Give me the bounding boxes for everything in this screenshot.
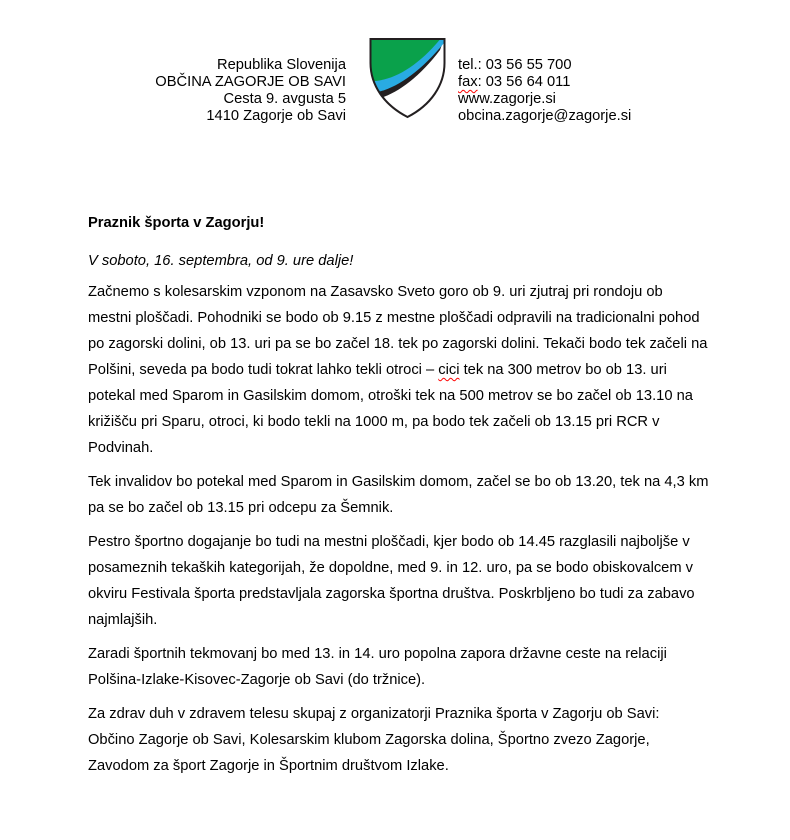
misspelled-word-fax: fax [458, 74, 478, 90]
org-address-block [90, 57, 346, 125]
paragraph-1 [88, 279, 710, 461]
website-line: www.zagorje.si [458, 91, 556, 107]
fax-line [458, 74, 631, 91]
misspelled-word-cici: cici [438, 362, 460, 378]
org-line-name: OBČINA ZAGORJE OB SAVI [155, 74, 346, 90]
fax-number: : 03 56 64 011 [477, 74, 571, 90]
org-line-country: Republika Slovenija [216, 57, 346, 73]
document-body [88, 210, 710, 787]
document-subtitle: V soboto, 16. septembra, od 9. ure dalje! [88, 253, 354, 269]
coat-of-arms-icon [367, 36, 448, 120]
paragraph-2: Tek invalidov bo potekal med Sparom in Gasilskim domom, začel se bo ob 13.20, tek na 4,3 km pa se bo začel ob 13.15 pri odcepu za Šemnik. [88, 474, 709, 516]
paragraph-5: Za zdrav duh v zdravem telesu skupaj z organizatorji Praznika športa v Zagorju ob Savi: Občino Zagorje ob Savi, Kolesarskim klubom Zagorska dolina, Športno zvezo Zagorje, Zavodom za šport Zagorje in Športnim društvom Izlake. [88, 706, 660, 774]
org-line-city: 1410 Zagorje ob Savi [206, 108, 346, 124]
telephone-line: tel.: 03 56 55 700 [458, 57, 572, 73]
paragraph-1-post: tek na 300 metrov bo ob 13. uri potekal med Sparom in Gasilskim domom, otroški tek na 500 metrov se bo začel ob 13.10 na križišču pri Sparu, otroci, ki bodo tekli na 1000 m, pa bodo tek začeli ob 13.15 pri RCR v Podvinah. [88, 362, 693, 456]
contact-block [458, 57, 631, 125]
org-line-street: Cesta 9. avgusta 5 [223, 91, 346, 107]
paragraph-4: Zaradi športnih tekmovanj bo med 13. in 14. uro popolna zapora državne ceste na relaciji Polšina-Izlake-Kisovec-Zagorje ob Savi (do tržnice). [88, 646, 667, 688]
paragraph-1-pre: Začnemo s kolesarskim vzponom na Zasavsko Sveto goro ob 9. uri zjutraj pri rondoju ob mestni ploščadi. Pohodniki se bodo ob 9.15 z mestne ploščadi odpravili na tradicionalni pohod po zagorski dolini, ob 13. uri pa se bo začel 18. tek po zagorski dolini. Tekači bodo tek začeli na Polšini, seveda pa bodo tudi tokrat lahko tekli otroci – [88, 284, 708, 378]
email-line: obcina.zagorje@zagorje.si [458, 108, 632, 124]
document-title: Praznik športa v Zagorju! [88, 215, 265, 231]
paragraph-3: Pestro športno dogajanje bo tudi na mestni ploščadi, kjer bodo ob 14.45 razglasili najboljše v posameznih tekaških kategorijah, že dopoldne, med 9. in 12. uro, pa se bodo obiskovalcem v okviru Festivala športa predstavljala zagorska športna društva. Poskrbljeno bo tudi za zabavo najmlajših. [88, 534, 695, 628]
